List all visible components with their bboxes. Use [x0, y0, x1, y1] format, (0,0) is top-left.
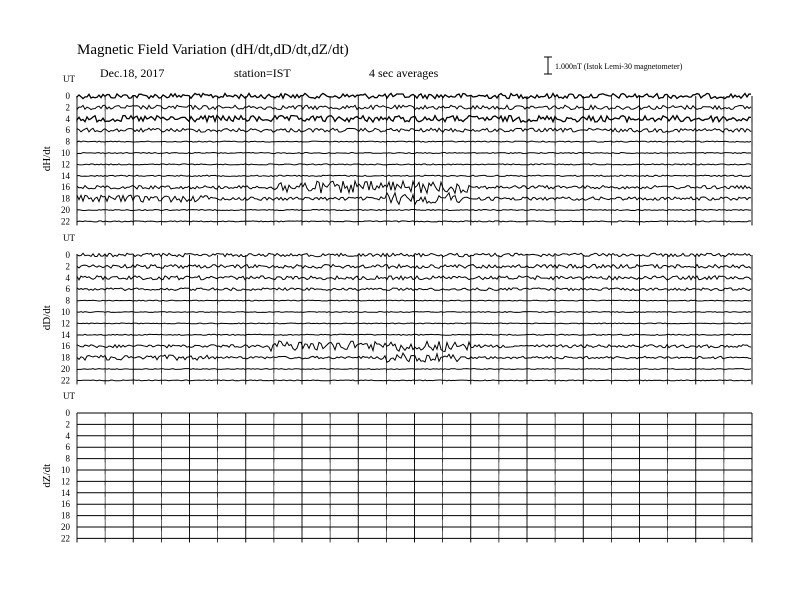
row-label-ut: 14 — [61, 487, 70, 498]
panel-dd-dt — [41, 233, 752, 385]
row-label-ut: 14 — [61, 170, 70, 181]
row-label-ut: 8 — [65, 453, 70, 464]
trace-line — [77, 128, 751, 132]
row-label-ut: 2 — [65, 419, 70, 430]
row-label-ut: 8 — [65, 136, 70, 147]
row-label-ut: 10 — [61, 465, 70, 475]
row-label-ut: 20 — [61, 522, 70, 532]
row-label-ut: 16 — [61, 182, 70, 193]
row-label-ut: 0 — [65, 91, 70, 101]
trace-line — [77, 369, 751, 370]
trace-line — [77, 193, 751, 204]
trace-line — [77, 93, 751, 98]
row-label-ut: 22 — [61, 533, 70, 544]
row-label-ut: 18 — [61, 510, 70, 521]
row-label-ut: 6 — [65, 442, 70, 453]
row-label-ut: 4 — [65, 430, 70, 441]
trace-line — [77, 380, 751, 381]
trace-line — [77, 264, 751, 268]
row-label-ut: 22 — [61, 216, 70, 227]
row-label-ut: 16 — [61, 499, 70, 510]
row-label-ut: 12 — [61, 159, 70, 170]
trace-line — [77, 181, 751, 193]
trace-line — [77, 105, 751, 109]
row-label-ut: 2 — [65, 261, 70, 272]
trace-line — [77, 141, 751, 142]
row-label-ut: 2 — [65, 102, 70, 113]
trace-line — [77, 334, 751, 335]
station-label: station=IST — [234, 66, 291, 80]
row-label-ut: 22 — [61, 375, 70, 386]
trace-line — [77, 341, 751, 352]
row-label-ut: 8 — [65, 295, 70, 306]
row-label-ut: 0 — [65, 408, 70, 418]
ut-axis-label: UT — [63, 391, 75, 401]
row-label-ut: 12 — [61, 476, 70, 487]
row-label-ut: 20 — [61, 364, 70, 374]
scale-bar-label: 1.000nT (Istok Lemi-30 magnetometer) — [555, 62, 683, 71]
row-label-ut: 4 — [65, 113, 70, 124]
trace-line — [77, 323, 751, 324]
row-label-ut: 10 — [61, 148, 70, 158]
row-label-ut: 6 — [65, 284, 70, 295]
ut-axis-label: UT — [63, 74, 75, 84]
trace-line — [77, 175, 751, 176]
row-label-ut: 12 — [61, 318, 70, 329]
averaging-label: 4 sec averages — [369, 66, 439, 80]
panel-ylabel: dD/dt — [41, 305, 53, 331]
panel-dz-dt — [41, 391, 752, 543]
row-label-ut: 18 — [61, 352, 70, 363]
trace-line — [77, 253, 751, 257]
figure-title: Magnetic Field Variation (dH/dt,dD/dt,dZ/dt) — [77, 42, 349, 58]
row-label-ut: 10 — [61, 307, 70, 317]
trace-line — [77, 312, 751, 313]
row-label-ut: 20 — [61, 205, 70, 215]
panel-ylabel: dZ/dt — [41, 463, 53, 488]
trace-line — [77, 300, 751, 301]
row-label-ut: 0 — [65, 250, 70, 260]
row-label-ut: 14 — [61, 329, 70, 340]
panel-ylabel: dH/dt — [41, 146, 53, 172]
row-label-ut: 4 — [65, 272, 70, 283]
trace-line — [77, 153, 751, 154]
trace-line — [77, 276, 751, 280]
ut-axis-label: UT — [63, 233, 75, 243]
row-label-ut: 6 — [65, 125, 70, 136]
trace-line — [77, 116, 751, 123]
panel-dh-dt — [41, 74, 752, 226]
date-label: Dec.18, 2017 — [100, 66, 165, 80]
trace-line — [77, 353, 751, 362]
trace-line — [77, 164, 751, 165]
trace-line — [77, 288, 751, 291]
row-label-ut: 16 — [61, 341, 70, 352]
trace-line — [77, 221, 751, 222]
row-label-ut: 18 — [61, 193, 70, 204]
scale-bar — [544, 57, 683, 74]
trace-line — [77, 210, 751, 211]
panels-group — [41, 74, 752, 543]
